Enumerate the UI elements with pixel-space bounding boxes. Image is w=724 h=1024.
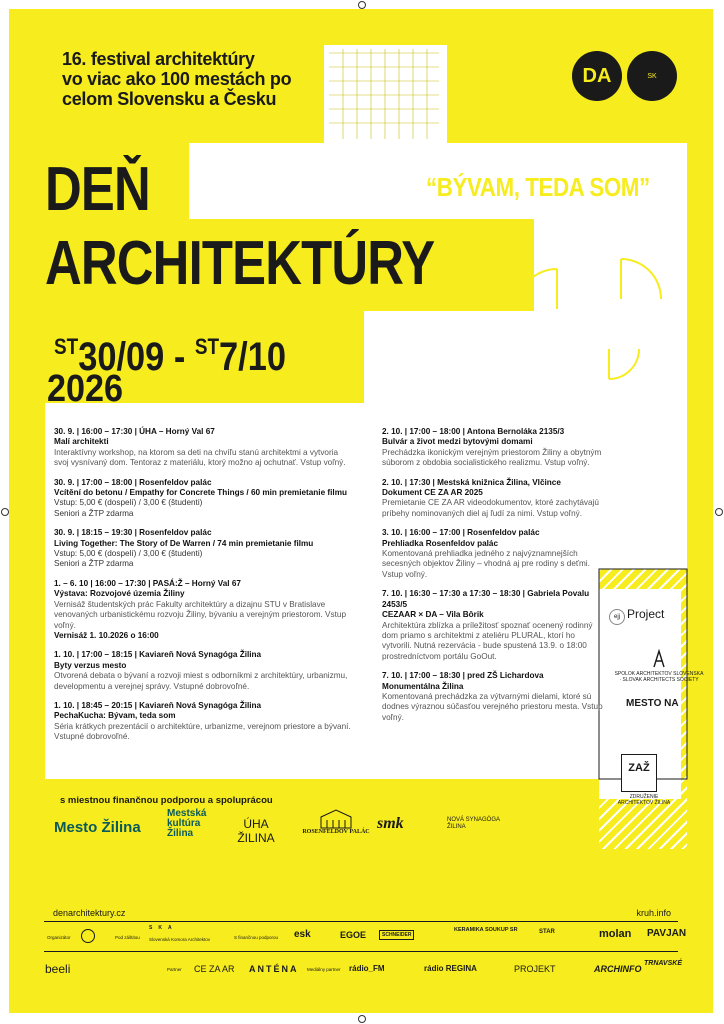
radio-regina-logo: rádio REGINA bbox=[424, 964, 477, 973]
uha-logo: ÚHA ŽILINA bbox=[237, 817, 275, 845]
intro-line: 16. festival architektúry bbox=[62, 49, 255, 69]
website-left[interactable]: denarchitektury.cz bbox=[53, 908, 126, 918]
beeli-logo: beeli bbox=[45, 962, 71, 976]
title-line-2: ARCHITEKTÚRY bbox=[45, 229, 435, 298]
program-event bbox=[54, 650, 354, 692]
event-time-place: 30. 9. | 17:00 – 18:00 | Rosenfeldov palác bbox=[54, 477, 212, 487]
festival-intro bbox=[62, 49, 322, 109]
program-event bbox=[54, 427, 354, 469]
event-description: Komentovaná prehliadka jedného z najvýznamnejších secesných objektov Žiliny – vhodná aj pre rodiny s deťmi. Vstup voľný. bbox=[382, 549, 590, 579]
nova-synagoga-logo: NOVÁ SYNAGÓGA ŽILINA bbox=[447, 817, 500, 830]
intro-line: vo viac ako 100 mestách po bbox=[62, 69, 292, 89]
esk-logo: esk bbox=[294, 929, 311, 940]
rosenfeldov-logo-text: ROSENFELDOV PALÁC bbox=[302, 829, 370, 835]
event-time-place: 1. 10. | 18:45 – 20:15 | Kaviareň Nová Synagóga Žilina bbox=[54, 700, 262, 710]
festival-year: 2026 bbox=[47, 368, 124, 410]
media-partner-label: Mediálny partner bbox=[307, 967, 341, 972]
event-title: Living Together: The Story of De Warren / 74 min premietanie filmu bbox=[54, 538, 314, 548]
event-description: Séria krátkych prezentácií o architektúre, urbanizme, verejnom priestore a bývaní. Vstupné dobrovoľné. bbox=[54, 721, 351, 742]
rosenfeldov-logo bbox=[301, 809, 371, 835]
support-label: s miestnou finančnou podporou a spoluprácou bbox=[60, 795, 273, 806]
radio-fm-logo: rádio_FM bbox=[349, 964, 385, 973]
event-title: Výstava: Rozvojové územia Žiliny bbox=[54, 589, 185, 599]
program-event bbox=[54, 528, 354, 570]
event-time-place: 2. 10. | 17:00 – 18:00 | Antona Bernoláka 2135/3 bbox=[382, 427, 565, 436]
mesto-na-logo: MESTO NA bbox=[626, 698, 679, 709]
schneider-logo: SCHNEIDER bbox=[379, 930, 414, 940]
keramika-logo: KERAMIKA SOUKUP SR bbox=[454, 927, 518, 933]
program-event bbox=[54, 478, 354, 520]
cezaar-logo: CE ZA AR bbox=[194, 964, 235, 974]
event-title: Malí architekti bbox=[54, 437, 109, 447]
registration-mark bbox=[715, 508, 723, 516]
registration-mark bbox=[358, 1, 366, 9]
event-description: Prechádzka ikonickým verejným priestorom Žiliny a obytným súborom z obdobia socialistického realizmu. Vstup voľný. bbox=[382, 447, 602, 468]
program-event bbox=[382, 528, 604, 580]
financial-support-label: S finančnou podporou bbox=[234, 935, 279, 940]
da-logo-text: DA bbox=[582, 64, 612, 87]
mestska-kultura-logo: Mestská kultúra Žilina bbox=[167, 808, 207, 839]
event-title: CEZAAR × DA – Vila Bôrik bbox=[382, 610, 484, 620]
da-logo bbox=[572, 51, 622, 101]
organizer-logo bbox=[81, 929, 95, 943]
sas-logo bbox=[614, 649, 704, 683]
egoe-logo: EGOE bbox=[340, 930, 367, 940]
project-logo-text: Project bbox=[627, 607, 665, 621]
mesto-zilina-logo: Mesto Žilina bbox=[54, 819, 141, 836]
website-right[interactable]: kruh.info bbox=[636, 908, 671, 918]
event-time-place: 30. 9. | 18:15 – 19:30 | Rosenfeldov palác bbox=[54, 528, 212, 538]
event-time-place: 30. 9. | 16:00 – 17:30 | ÚHA – Horný Val 67 bbox=[54, 427, 215, 436]
archinfo-logo: ARCHINFO bbox=[594, 964, 642, 974]
molan-logo: molan bbox=[599, 928, 632, 940]
event-title: Monumentálna Žilina bbox=[382, 681, 464, 691]
registration-mark bbox=[1, 508, 9, 516]
event-description: Komentovaná prechádzka za výtvarnými dielami, ktoré sú dodnes výraznou súčasťou verejného priestoru mesta. Vstup voľný. bbox=[382, 691, 603, 722]
footer-divider bbox=[44, 921, 678, 922]
event-description: Otvorená debata o bývaní a rozvoji miest s odborníkmi z architektúry, urbanizmu, developmentu a verejnej správy. Vstupné dobrovoľné. bbox=[54, 671, 348, 691]
program-left bbox=[54, 427, 354, 752]
sas-icon bbox=[652, 649, 666, 669]
ejj-project-logo bbox=[609, 607, 664, 625]
weekday-prefix: ST bbox=[194, 334, 220, 359]
sk-logo bbox=[627, 51, 677, 101]
registration-mark bbox=[358, 1015, 366, 1023]
event-admission: Vstup: 5,00 € (dospelí) / 3,00 € (študenti) Seniori a ŽTP zdarma bbox=[54, 498, 203, 518]
end-date: 7/10 bbox=[219, 335, 286, 379]
ska-logo-text: Slovenská Komora Architektov bbox=[149, 937, 211, 942]
event-title: Byty verzus mesto bbox=[54, 660, 127, 670]
event-description: Vernisáž študentských prác Fakulty architektúry a dizajnu STU v Bratislave venovaných urbanistickému rozvoju Žiliny, bývaniu a verejným priestorom. Vstup voľný. bbox=[54, 599, 346, 630]
pavjan-logo: PAVJAN bbox=[647, 928, 687, 939]
event-title: PechaKucha: Bývam, teda som bbox=[54, 711, 176, 721]
motto: “BÝVAM, TEDA SOM” bbox=[426, 172, 650, 202]
trnavske-logo: TRNAVSKÉ bbox=[644, 960, 682, 967]
event-description: Architektúra zblízka a príležitosť spoznať ocenený rodinný dom priamo s architektmi z ateliéru PLURAL, ktorí ho vytvorili. Nutná rezervácia - bude spustená 13.9. o 18:00 prostredníctvom portálu GoOut. bbox=[382, 620, 593, 661]
event-title: Dokument CE ZA AR 2025 bbox=[382, 488, 483, 498]
organizer-label: Organizátor bbox=[47, 935, 71, 940]
program-event bbox=[54, 701, 354, 743]
antena-logo: ANTÉNA bbox=[249, 964, 299, 974]
event-title: Bulvár a život medzi bytovými domami bbox=[382, 437, 533, 447]
ejj-icon: ejj bbox=[609, 609, 625, 625]
event-time-place: 1. – 6. 10 | 16:00 – 17:30 | PASÁ:Ž – Horný Val 67 bbox=[54, 578, 241, 588]
program-event bbox=[54, 579, 354, 641]
event-description: Interaktívny workshop, na ktorom sa deti na chvíľu stanú architektmi a vytvoria svoj vysnívaný dom. Tentoraz z materiálu, ktorý možno aj ochutnať. Vstup voľný. bbox=[54, 447, 346, 468]
zaz-logo-text: ZDRUŽENIE ARCHITEKTOV ŽILINA bbox=[617, 794, 671, 806]
sas-logo-text: SPOLOK ARCHITEKTOV SLOVENSKA · SLOVAK ARCHITECTS SOCIETY bbox=[614, 671, 704, 683]
patronage-label: Pod záštitou bbox=[115, 935, 140, 940]
title-line-1: DEŇ bbox=[45, 155, 150, 224]
program-event bbox=[382, 427, 604, 469]
palace-icon bbox=[319, 809, 353, 829]
program-event bbox=[382, 589, 604, 662]
ska-logo: SKA bbox=[149, 925, 178, 931]
event-time-place: 1. 10. | 17:00 – 18:15 | Kaviareň Nová Synagóga Žilina bbox=[54, 650, 262, 660]
event-time-place: 7. 10. | 16:30 – 17:30 a 17:30 – 18:30 | Gabriela Povalu 2453/5 bbox=[382, 589, 590, 609]
footer-divider bbox=[44, 951, 678, 952]
event-time-place: 3. 10. | 16:00 – 17:00 | Rosenfeldov palác bbox=[382, 528, 540, 538]
poster bbox=[9, 9, 713, 1013]
partner-label: Partner bbox=[167, 967, 182, 972]
event-note: Vernisáž 1. 10.2026 o 16:00 bbox=[54, 630, 159, 640]
program-event bbox=[382, 478, 604, 520]
start-date: 30/09 - bbox=[78, 335, 195, 379]
projekt-logo: PROJEKT bbox=[514, 964, 556, 974]
sk-logo-text: SK bbox=[647, 72, 657, 80]
intro-line: celom Slovensku a Česku bbox=[62, 89, 277, 109]
event-time-place: 2. 10. | 17:30 | Mestská knižnica Žilina, Vlčince bbox=[382, 477, 561, 487]
event-title: Prehliadka Rosenfeldov palác bbox=[382, 538, 499, 548]
event-time-place: 7. 10. | 17:00 – 18:30 | pred ZŠ Lichardova bbox=[382, 671, 544, 681]
event-description: Premietanie CE ZA AR videodokumentov, ktoré zachytávajú príbehy nominovaných diel aj ľudí za nimi. Vstup voľný. bbox=[382, 498, 599, 518]
zaz-logo: ZAŽ bbox=[621, 754, 657, 792]
smk-logo: smk bbox=[377, 815, 404, 832]
event-title: Vcítění do betonu / Empathy for Concrete Things / 60 min premietanie filmu bbox=[54, 488, 347, 498]
event-admission: Vstup: 5,00 € (dospelí) / 3,00 € (študenti) Seniori a ŽTP zdarma bbox=[54, 549, 203, 569]
program-event bbox=[382, 671, 604, 723]
program-right bbox=[382, 427, 604, 732]
star-logo: STAR bbox=[539, 929, 555, 935]
weekday-prefix: ST bbox=[54, 334, 79, 359]
